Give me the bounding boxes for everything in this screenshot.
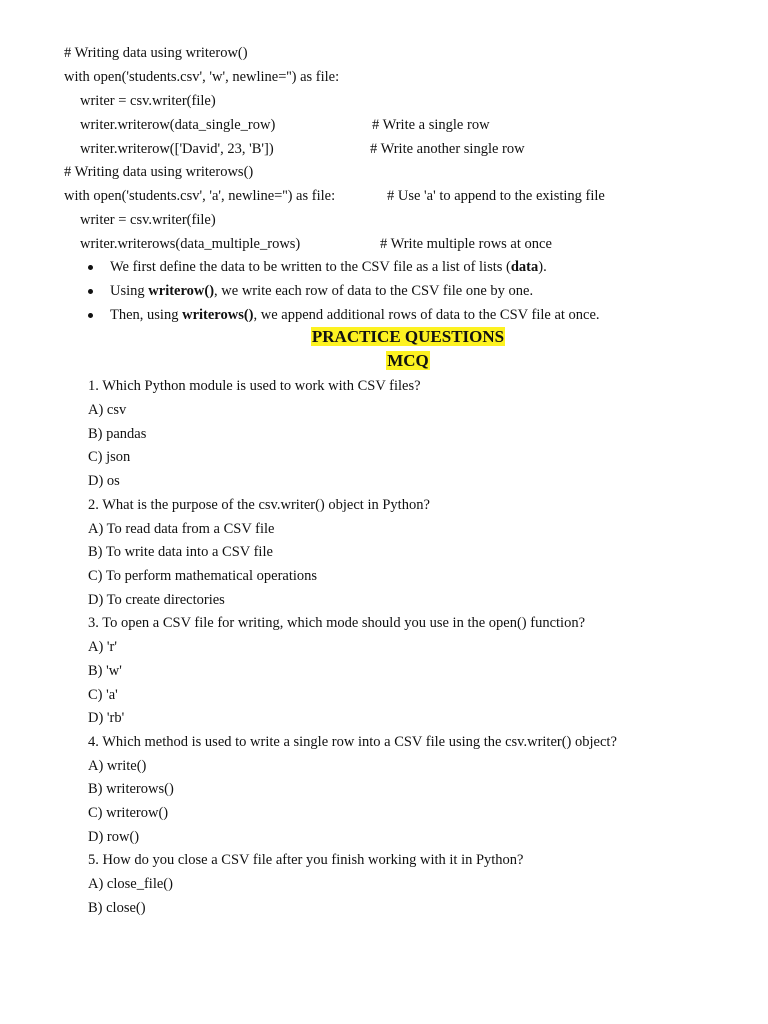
question-text: 5. How do you close a CSV file after you finish working with it in Python? [88, 852, 524, 868]
question-text: 2. What is the purpose of the csv.writer() object in Python? [88, 497, 430, 513]
practice-questions-heading: PRACTICE QUESTIONS [311, 327, 505, 346]
code-line-writerows: writer.writerows(data_multiple_rows) [80, 236, 301, 252]
question-option: B) To write data into a CSV file [88, 544, 273, 560]
question-option: D) To create directories [88, 592, 225, 608]
question-option: B) close() [88, 900, 146, 916]
question-option: C) To perform mathematical operations [88, 568, 318, 584]
question-option: A) write() [88, 758, 147, 774]
question-option: B) 'w' [88, 663, 122, 679]
bullet-item: We first define the data to be written to the CSV file as a list of lists (data). [110, 259, 547, 275]
question-option: A) csv [88, 402, 127, 418]
question-option: B) writerows() [88, 781, 174, 797]
code-line-writerow-single: writer.writerow(data_single_row) [80, 117, 276, 133]
bullet-dot [88, 289, 93, 294]
question-option: C) 'a' [88, 687, 118, 703]
bullet-item: Then, using writerows(), we append additional rows of data to the CSV file at once. [110, 307, 600, 323]
question-text: 1. Which Python module is used to work with CSV files? [88, 378, 421, 394]
code-line-writerow-david: writer.writerow(['David', 23, 'B']) [80, 141, 274, 157]
question-option: A) To read data from a CSV file [88, 521, 275, 537]
code-comment-writerow: # Writing data using writerow() [64, 45, 248, 61]
code-comment-single-row: # Write a single row [372, 117, 490, 133]
code-comment-append: # Use 'a' to append to the existing file [387, 188, 605, 204]
question-text: 3. To open a CSV file for writing, which mode should you use in the open() function? [88, 615, 586, 631]
code-line-writer-2: writer = csv.writer(file) [80, 212, 216, 228]
code-comment-another-row: # Write another single row [370, 141, 525, 157]
question-option: A) close_file() [88, 876, 173, 892]
code-line-open-append: with open('students.csv', 'a', newline='') as file: [64, 188, 336, 204]
code-comment-writerows: # Writing data using writerows() [64, 164, 254, 180]
bullet-dot [88, 265, 93, 270]
code-line-writer: writer = csv.writer(file) [80, 93, 216, 109]
question-option: A) 'r' [88, 639, 117, 655]
question-option: C) json [88, 449, 131, 465]
question-text: 4. Which method is used to write a single row into a CSV file using the csv.writer() object? [88, 734, 617, 750]
question-option: C) writerow() [88, 805, 169, 821]
code-comment-multiple-rows: # Write multiple rows at once [380, 236, 552, 252]
bullet-dot [88, 313, 93, 318]
question-option: B) pandas [88, 426, 147, 442]
question-option: D) os [88, 473, 120, 489]
code-line-open-write: with open('students.csv', 'w', newline='') as file: [64, 69, 340, 85]
mcq-heading: MCQ [387, 351, 429, 370]
question-option: D) row() [88, 829, 140, 845]
question-option: D) 'rb' [88, 710, 125, 726]
bullet-item: Using writerow(), we write each row of data to the CSV file one by one. [110, 283, 534, 299]
